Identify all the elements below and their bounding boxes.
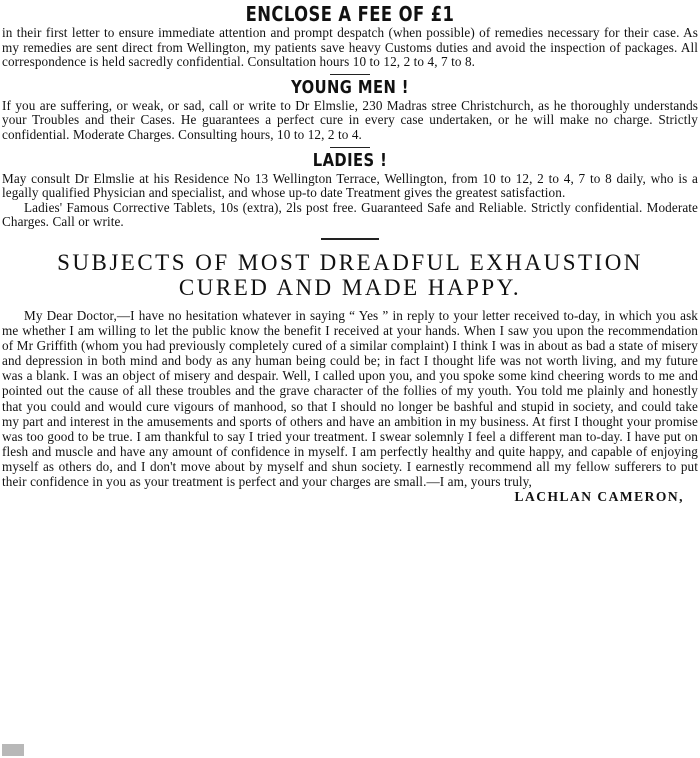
divider xyxy=(330,147,370,148)
ladies-heading: LADIES ! xyxy=(312,149,388,171)
signature-row xyxy=(2,489,698,507)
young-men-heading: YOUNG MEN ! xyxy=(291,76,409,98)
tablets-paragraph: Ladies' Famous Corrective Tablets, 10s (extra), 2ls post free. Guaranteed Safe and Reliable. Strictly confidential. Moderate Charges. Call or write. xyxy=(2,199,698,230)
signature: LACHLAN CAMERON, xyxy=(514,489,684,505)
print-smudge xyxy=(2,744,24,756)
fee-heading: ENCLOSE A FEE OF £1 xyxy=(245,2,455,26)
young-men-paragraph: If you are suffering, or weak, or sad, call or write to Dr Elmslie, 230 Madras stree Christchurch, as he thoroughly understands your Troubles and their Cases. He guarantees a perfect cure in every case undertaken, or he will make no charge. Strictly confidential. Moderate Charges. Consulting hours, 10 to 12, 2 to 4. xyxy=(2,97,698,142)
fee-paragraph: in their first letter to ensure immediate attention and prompt despatch (when possible) of remedies necessary for their case. As my remedies are sent direct from Wellington, my patients save heavy Customs duties and avoid the inspection of packages. All correspondence is held sacredly confidential. Consultation hours 10 to 12, 2 to 4, 7 to 8. xyxy=(2,25,698,70)
divider xyxy=(321,238,379,240)
testimonial-title: SUBJECTS OF MOST DREADFUL EXHAUSTION xyxy=(57,249,643,275)
testimonial-letter: My Dear Doctor,—I have no hesitation whatever in saying “ Yes ” in reply to your letter received to-day, in which you ask me whether I am willing to let the public know the benefit I received at your hands. When I saw you upon the recommendation of Mr Griffith (whom you had previously completely cured of a similar complaint) I think I was in about as bad a state of misery and depression in both mind and body as any human being could be; in fact I thought life was not worth living, and my future was a blank. I was an object of misery and despair. Well, I called upon you, and you spoke some kind cheering words to me and pointed out the cause of all these troubles and the grave character of the follies of my youth. You told me plainly and honestly that you could and would cure vigours of manhood, so that I should no longer be bashful and stupid in society, and could take my part and interest in the amusements and sports of others and have an ambition in my business. At first I thought your promise was too good to be true. I am thankful to say I tried your treatment. I swear solemnly I feel a different man to-day. I have put on flesh and muscle and have any amount of confidence in myself. I am perfectly healthy and quite happy, and capable of enjoying myself as others do, and I don't move about by myself and shun society. I earnestly recommend all my fellow sufferers to put their confidence in you as your treatment is perfect and your charges are small.—I am, yours truly, xyxy=(2,307,698,489)
testimonial-subtitle: CURED AND MADE HAPPY. xyxy=(178,274,522,300)
ladies-paragraph: May consult Dr Elmslie at his Residence No 13 Wellington Terrace, Wellington, from 10 to 12, 2 to 4, 7 to 8 daily, who is a legally qualified Physician and specialist, and whose up-to date Treatment gives the greatest satisfaction. xyxy=(2,170,698,201)
divider xyxy=(330,74,370,75)
